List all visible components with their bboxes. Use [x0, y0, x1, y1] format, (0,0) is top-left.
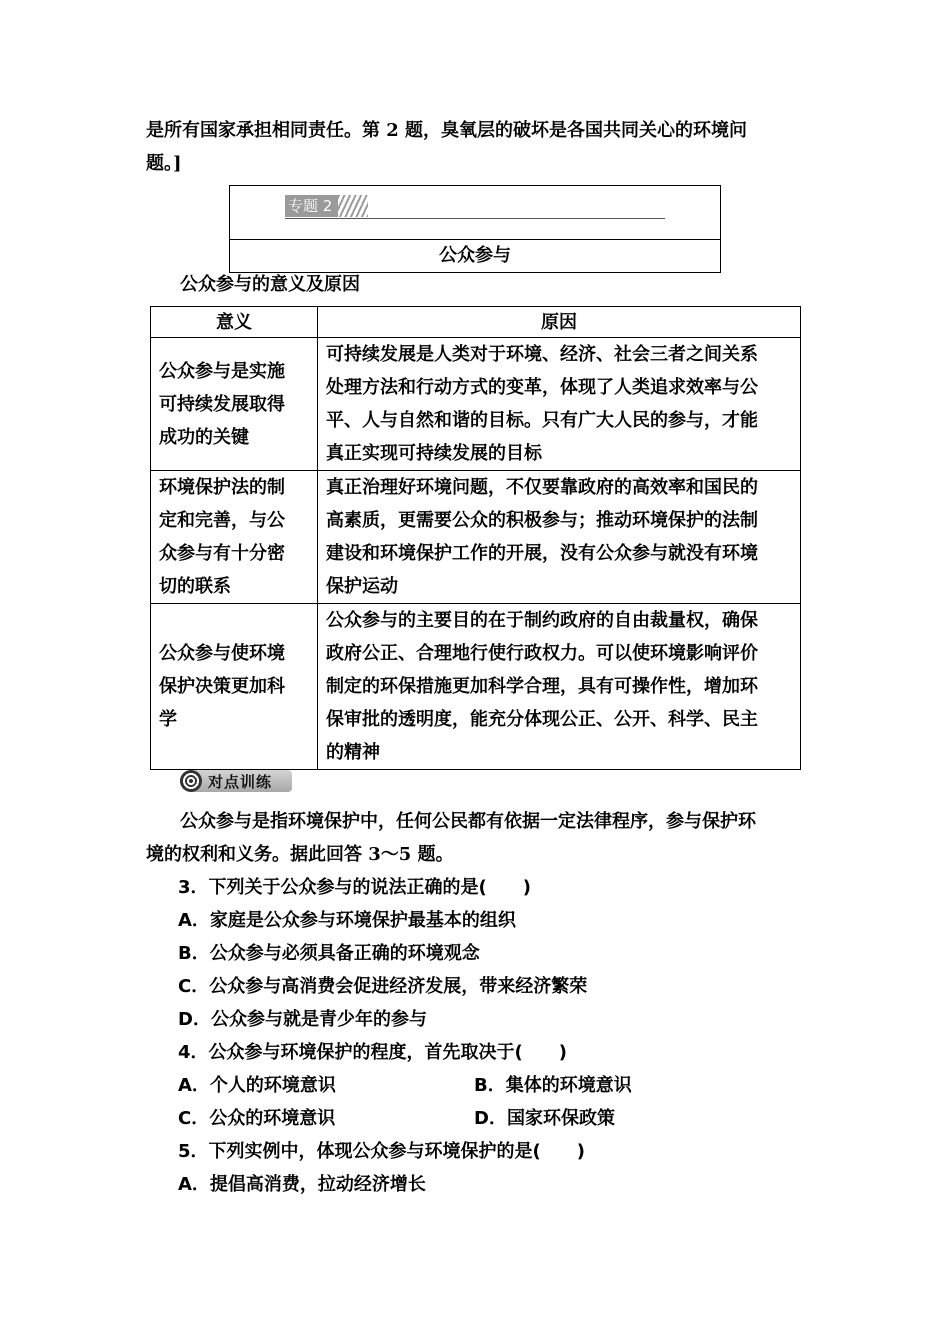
cell-line: 切的联系	[159, 576, 231, 597]
table-row	[151, 338, 801, 471]
meaning-cell	[151, 604, 318, 770]
topic-box	[229, 185, 721, 273]
cell-line: 处理方法和行动方式的变革，体现了人类追求效率与公	[326, 377, 758, 398]
cell-line: 成功的关键	[159, 426, 249, 448]
target-icon	[180, 770, 202, 792]
reason-cell	[318, 471, 801, 604]
stripes-icon	[338, 195, 368, 217]
cell-line: 可持续发展是人类对于环境、经济、社会三者之间关系	[326, 344, 758, 365]
practice-badge	[180, 768, 292, 794]
question-4-option-c: C．公众的环境意识	[178, 1108, 336, 1129]
cell-line: 定和完善，与公	[159, 510, 285, 531]
question-4-stem: 4．公众参与环境保护的程度，首先取决于( )	[178, 1042, 567, 1063]
cell-line: 公众参与使环境	[159, 643, 285, 664]
cell-line: 平、人与自然和谐的目标。只有广大人民的参与，才能	[326, 410, 758, 431]
cell-line: 建设和环境保护工作的开展，没有公众参与就没有环境	[326, 543, 758, 564]
cell-line: 高素质，更需要公众的积极参与；推动环境保护的法制	[326, 510, 758, 531]
cell-line: 众参与有十分密	[159, 543, 285, 564]
meaning-cell	[151, 338, 318, 471]
cell-line: 保护运动	[326, 576, 398, 597]
intro-line-2: 题。]	[146, 153, 182, 174]
passage-line-2: 境的权利和义务。据此回答 3～5 题。	[146, 844, 454, 865]
header-reason: 原因	[318, 307, 801, 338]
intro-line-1: 是所有国家承担相同责任。第 2 题，臭氧层的破坏是各国共同关心的环境问	[146, 120, 748, 141]
reason-cell	[318, 604, 801, 770]
topic-title: 公众参与	[439, 245, 511, 266]
table-header-row	[151, 307, 801, 338]
cell-line: 真正治理好环境问题，不仅要靠政府的高效率和国民的	[326, 477, 758, 498]
question-3-option-b: B．公众参与必须具备正确的环境观念	[178, 943, 480, 964]
question-4-option-b: B．集体的环境意识	[474, 1075, 632, 1096]
question-4-option-a: A．个人的环境意识	[178, 1075, 336, 1096]
question-3-option-d: D．公众参与就是青少年的参与	[178, 1009, 427, 1030]
question-5-stem: 5．下列实例中，体现公众参与环境保护的是( )	[178, 1141, 585, 1162]
cell-line: 制定的环保措施更加科学合理，具有可操作性，增加环	[326, 676, 758, 697]
cell-line: 保审批的透明度，能充分体现公正、公开、科学、民主	[326, 709, 758, 730]
question-3-option-a: A．家庭是公众参与环境保护最基本的组织	[178, 910, 516, 931]
topic-badge-label: 专题 2	[285, 195, 338, 217]
cell-line: 公众参与的主要目的在于制约政府的自由裁量权，确保	[326, 610, 758, 631]
cell-line: 真正实现可持续发展的目标	[326, 443, 542, 464]
meaning-cell	[151, 471, 318, 604]
question-4-option-d: D．国家环保政策	[474, 1108, 615, 1129]
topic-header	[230, 186, 720, 240]
cell-line: 可持续发展取得	[159, 393, 285, 415]
cell-line: 的精神	[326, 742, 380, 763]
cell-line: 环境保护法的制	[159, 477, 285, 498]
topic-rule	[285, 218, 665, 219]
passage-line-1: 公众参与是指环境保护中，任何公民都有依据一定法律程序，参与保护环	[180, 811, 756, 832]
cell-line: 保护决策更加科	[159, 676, 285, 697]
cell-line: 政府公正、合理地行使行政权力。可以使环境影响评价	[326, 643, 758, 664]
question-3-stem: 3．下列关于公众参与的说法正确的是( )	[178, 877, 531, 898]
header-meaning: 意义	[151, 307, 318, 338]
practice-label: 对点训练	[208, 772, 273, 791]
cell-line: 学	[159, 709, 177, 730]
table-row	[151, 471, 801, 604]
topic-badge	[285, 195, 368, 217]
question-5-option-a: A．提倡高消费，拉动经济增长	[178, 1174, 426, 1195]
question-3-option-c: C．公众参与高消费会促进经济发展，带来经济繁荣	[178, 976, 588, 997]
section-title: 公众参与的意义及原因	[180, 274, 360, 295]
reason-table	[150, 306, 801, 770]
reason-cell	[318, 338, 801, 471]
practice-pill	[180, 770, 292, 792]
cell-line: 公众参与是实施	[159, 360, 285, 382]
table-row	[151, 604, 801, 770]
